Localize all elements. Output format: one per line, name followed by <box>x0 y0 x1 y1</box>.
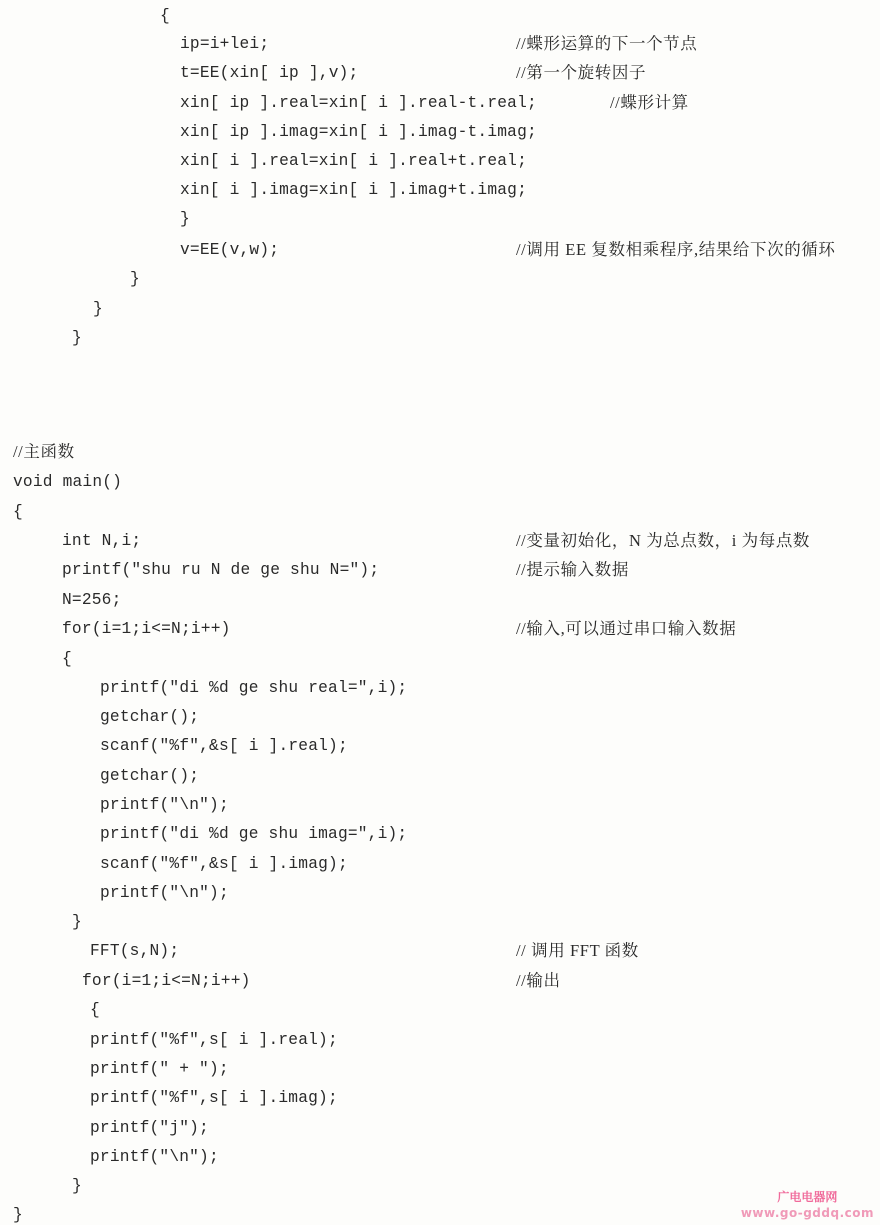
code-line: void main() <box>13 473 123 491</box>
code-line: } <box>180 210 190 228</box>
code-line: xin[ ip ].real=xin[ i ].real-t.real; <box>180 94 537 112</box>
code-line: { <box>62 650 72 668</box>
code-line: printf("%f",s[ i ].imag); <box>90 1089 338 1107</box>
section-comment: //主函数 <box>13 442 75 461</box>
code-comment: // 调用 FFT 函数 <box>516 941 639 960</box>
code-line: getchar(); <box>100 767 200 785</box>
code-comment: //提示输入数据 <box>516 560 629 579</box>
code-line: v=EE(v,w); <box>180 241 280 259</box>
code-line: scanf("%f",&s[ i ].imag); <box>100 855 348 873</box>
watermark-cn: 广电电器网 <box>777 1190 838 1204</box>
code-line: } <box>72 329 82 347</box>
code-line: } <box>13 1206 23 1224</box>
code-comment: //变量初始化，N 为总点数，i 为每点数 <box>516 531 811 550</box>
code-line: { <box>13 503 23 521</box>
code-line: N=256; <box>62 591 122 609</box>
code-line: ip=i+lei; <box>180 35 270 53</box>
code-line: } <box>72 913 82 931</box>
code-comment: //调用 EE 复数相乘程序,结果给下次的循环 <box>516 240 836 259</box>
code-line: } <box>130 270 140 288</box>
code-line: for(i=1;i<=N;i++) <box>82 972 251 990</box>
code-line: } <box>93 300 103 318</box>
code-line: scanf("%f",&s[ i ].real); <box>100 737 348 755</box>
code-line: printf("j"); <box>90 1119 209 1137</box>
watermark-logo <box>741 1189 874 1221</box>
code-line: printf("\n"); <box>100 796 229 814</box>
code-comment: //输入,可以通过串口输入数据 <box>516 619 737 638</box>
watermark-url: www.go-gddq.com <box>740 1206 874 1220</box>
code-comment: //蝶形计算 <box>610 93 689 112</box>
code-line: printf("\n"); <box>100 884 229 902</box>
code-line: printf("shu ru N de ge shu N="); <box>62 561 380 579</box>
code-line: xin[ i ].imag=xin[ i ].imag+t.imag; <box>180 181 527 199</box>
code-comment: //第一个旋转因子 <box>516 63 647 82</box>
code-line: printf(" + "); <box>90 1060 229 1078</box>
code-comment: //输出 <box>516 971 561 990</box>
code-line: FFT(s,N); <box>90 942 180 960</box>
code-line: { <box>160 7 170 25</box>
code-line: xin[ ip ].imag=xin[ i ].imag-t.imag; <box>180 123 537 141</box>
code-line: { <box>90 1001 100 1019</box>
code-line: } <box>72 1177 82 1195</box>
code-line: printf("\n"); <box>90 1148 219 1166</box>
code-line: printf("%f",s[ i ].real); <box>90 1031 338 1049</box>
code-line: t=EE(xin[ ip ],v); <box>180 64 359 82</box>
code-line: xin[ i ].real=xin[ i ].real+t.real; <box>180 152 527 170</box>
code-line: printf("di %d ge shu imag=",i); <box>100 825 408 843</box>
code-line: printf("di %d ge shu real=",i); <box>100 679 408 697</box>
code-line: int N,i; <box>62 532 142 550</box>
code-comment: //蝶形运算的下一个节点 <box>516 34 698 53</box>
code-line: for(i=1;i<=N;i++) <box>62 620 231 638</box>
code-line: getchar(); <box>100 708 200 726</box>
